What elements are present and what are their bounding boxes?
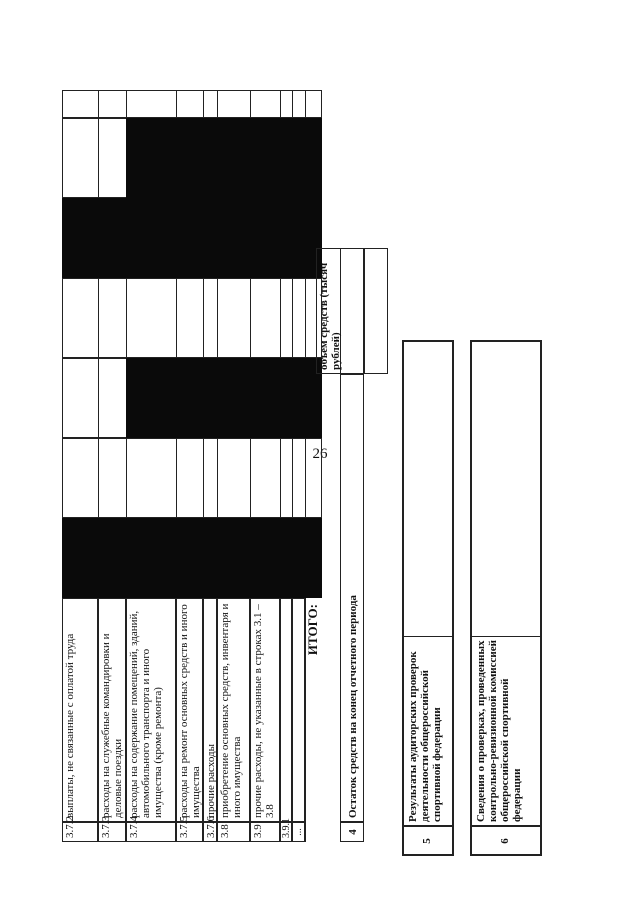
row-code: 3.7.6 — [203, 822, 217, 842]
row-code: 3.7.4 — [126, 822, 176, 842]
section4-number: 4 — [340, 822, 364, 842]
shaded-cell — [62, 198, 322, 278]
section4-header: объем средств (тысяч рублей) — [316, 248, 340, 374]
section4-value — [364, 248, 388, 374]
shaded-cell — [126, 358, 322, 438]
shaded-cell — [62, 518, 322, 598]
data-column — [62, 438, 322, 518]
row-label: расходы на служебные командировки и деловые поездки — [98, 598, 126, 822]
total-label: ИТОГО: — [305, 598, 322, 842]
data-column — [62, 90, 322, 118]
row-label — [280, 598, 292, 822]
row-label: выплаты, не связанные с оплатой труда — [62, 598, 98, 822]
section6-label: Сведения о проверках, проведенных контрольно-ревизионной комиссией общероссийской спортивной федерации — [470, 636, 542, 826]
row-code: 3.7.5 — [176, 822, 203, 842]
row-code: 3.9 — [250, 822, 280, 842]
section4-label: Остаток средств на конец отчетного периода — [340, 374, 364, 822]
row-label: прочие расходы, не указанные в строках 3.1 – 3.8 — [250, 598, 280, 822]
row-label — [292, 598, 305, 822]
row-code: 3.8 — [217, 822, 250, 842]
section5-label: Результаты аудиторских проверок деятельности общероссийской спортивной федерации — [402, 636, 454, 826]
section4-value-cell — [340, 248, 364, 374]
row-code: ... — [292, 822, 305, 842]
page-number: 26 — [312, 446, 328, 462]
data-column — [62, 278, 322, 358]
row-code: 3.7.3 — [98, 822, 126, 842]
section6-number: 6 — [470, 826, 542, 856]
row-code: 3.7.2 — [62, 822, 98, 842]
row-label: прочие расходы — [203, 598, 217, 822]
section5-number: 5 — [402, 826, 454, 856]
shaded-cell — [126, 118, 322, 198]
row-label: расходы на ремонт основных средств и иного имущества — [176, 598, 203, 822]
row-code: 3.9.1 — [280, 822, 292, 842]
row-label: приобретение основных средств, инвентаря и иного имущества — [217, 598, 250, 822]
row-label: расходы на содержание помещений, зданий, автомобильного транспорта и иного имущества (кроме ремонта) — [126, 598, 176, 822]
